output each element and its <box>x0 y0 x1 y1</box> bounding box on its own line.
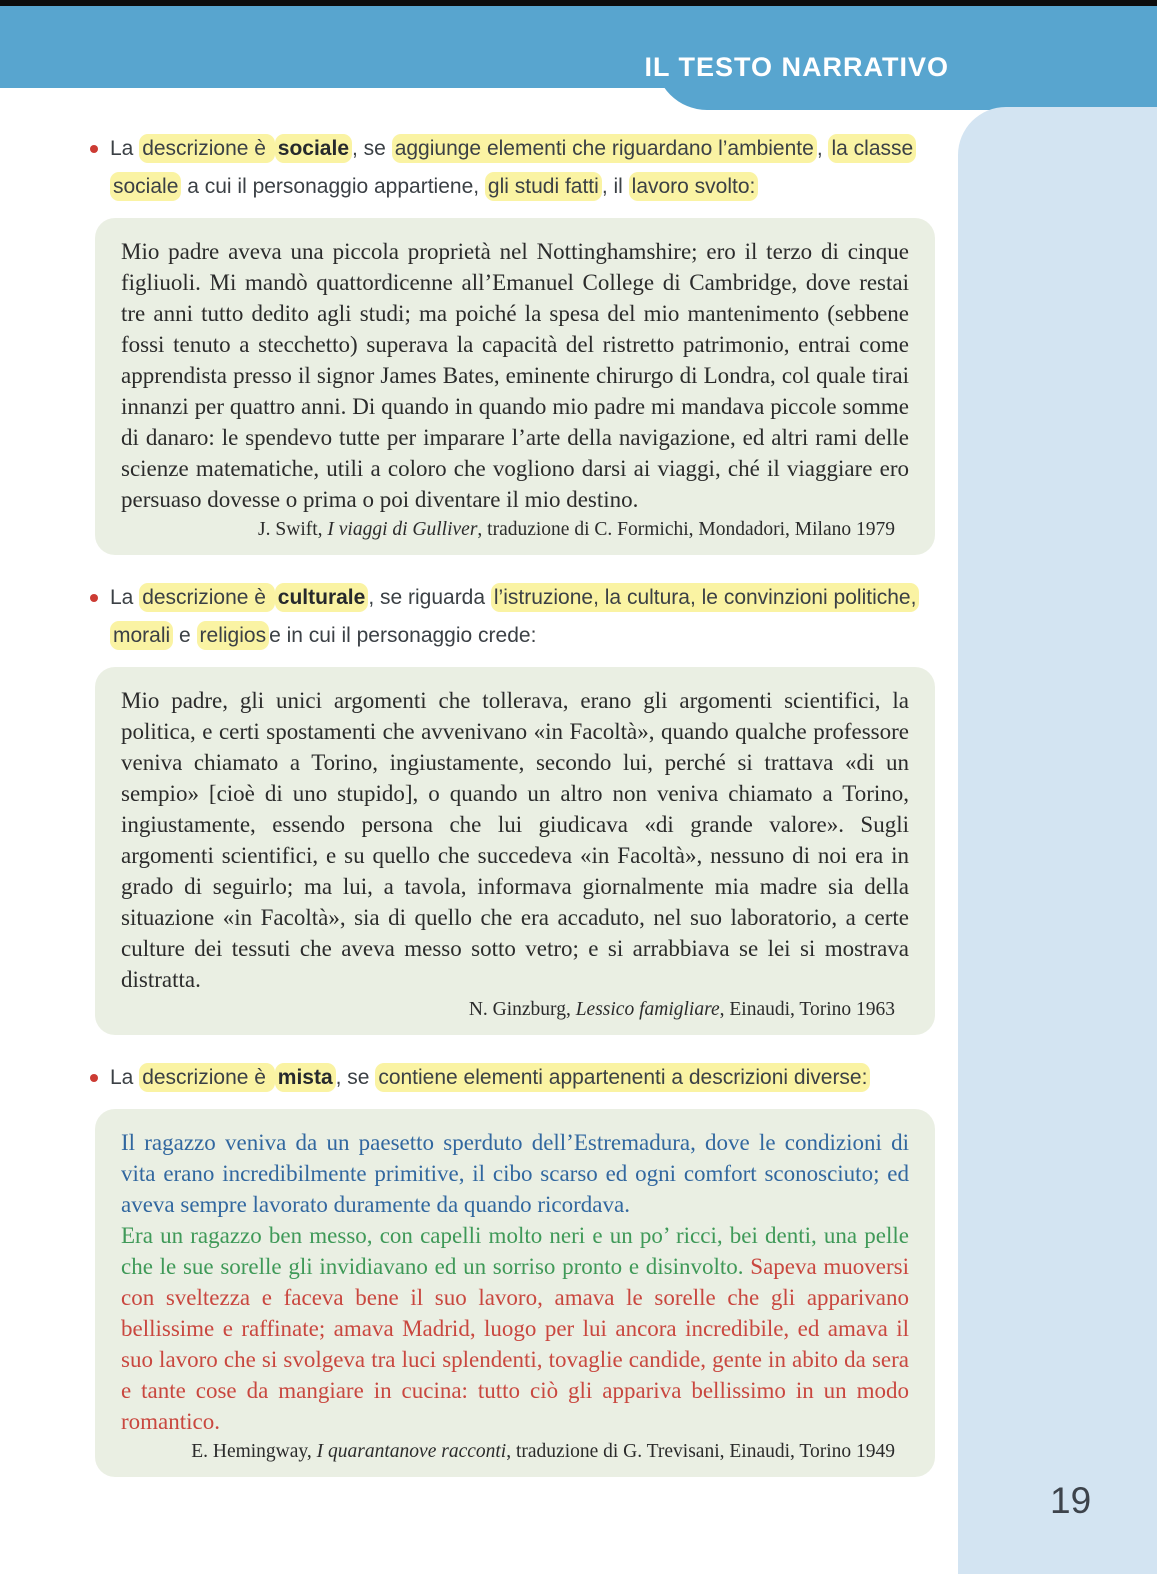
text-segment: religios <box>197 621 270 650</box>
text-segment: la classe sociale <box>110 134 916 201</box>
text-segment: , se <box>352 137 392 160</box>
text-segment: I viaggi di Gulliver <box>327 519 478 540</box>
text-segment: Lessico famigliare <box>575 999 720 1020</box>
bullet-item-culturale <box>90 579 932 655</box>
page-title: IL TESTO NARRATIVO <box>644 52 949 82</box>
quote-attribution <box>121 1439 895 1465</box>
bullet-text <box>110 130 932 206</box>
text-segment: aggiunge elementi che riguardano l’ambiente <box>392 134 817 163</box>
text-segment: l’istruzione, la cultura, le convinzioni politiche, morali <box>110 583 919 650</box>
text-segment: Sapeva muoversi con sveltezza e faceva bene il suo lavoro, amava le sorelle che gli apparivano bellissime e raffinate; amava Madrid, luogo per lui ancora incredibile, ed amava il suo lavoro che si svolgeva tra luci splendenti, tovaglie candide, gente in abito da sera e tante cose da mangiare in cucina: tutto ciò gli appariva bellissimo in un modo romantico. <box>121 1254 910 1434</box>
text-segment: culturale <box>275 583 369 612</box>
bullet-item-sociale <box>90 130 932 206</box>
text-segment: mista <box>275 1063 336 1092</box>
bullet-marker <box>90 145 98 153</box>
bullet-item-mista <box>90 1059 932 1097</box>
text-segment: La <box>110 1066 140 1089</box>
text-segment: Era un ragazzo ben messo, con capelli molto neri e un po’ ricci, bei denti, una pelle che le sue sorelle gli invidiavano ed un sorriso pronto e disinvolto. <box>121 1223 909 1279</box>
text-segment: Mio padre, gli unici argomenti che tollerava, erano gli argomenti scientifici, la politica, e certi spostamenti che avvenivano «in Facoltà», quando qualche professore veniva chiamato a Torino, ingiustamente, secondo lui, perché si trattava «di un sempio» [cioè di uno stupido], o quando un altro non veniva chiamato a Torino, ingiustamente, essendo persona che lui giudicava «di grande valore». Sugli argomenti scientifici, e su quello che succedeva «in Facoltà», nessuno di noi era in grado di seguirlo; ma lui, a tavola, informava giornalmente mia madre sia della situazione «in Facoltà», sia di quello che era accaduto, nel suo laboratorio, a certe culture dei tessuti che aveva messo sotto vetro; e si arrabbiava se lei si mostrava distratta. <box>121 688 909 992</box>
page-number: 19 <box>1050 1480 1092 1521</box>
quote-body <box>121 1127 909 1437</box>
quote-block-swift <box>95 218 935 555</box>
sidebar-panel <box>958 107 1157 1574</box>
text-segment: e in cui il personaggio crede: <box>269 624 537 647</box>
bullet-marker <box>90 1074 98 1082</box>
text-segment: sociale <box>275 134 352 163</box>
text-segment: descrizione è <box>139 1063 275 1092</box>
quote-body <box>121 685 909 995</box>
text-segment: Il ragazzo veniva da un paesetto sperduto dell’Estremadura, dove le condizioni di vita erano incredibilmente primitive, il cibo scarso ed ogni comfort sconosciuto; ed aveva sempre lavorato duramente da quando ricordava. <box>121 1130 909 1217</box>
text-segment: descrizione è <box>139 583 275 612</box>
text-segment: La <box>110 586 140 609</box>
text-segment: descrizione è <box>139 134 275 163</box>
quote-body <box>121 236 909 515</box>
text-segment: La <box>110 137 140 160</box>
bullet-text <box>110 1059 870 1097</box>
bullet-marker <box>90 594 98 602</box>
top-black-bar <box>0 0 1157 6</box>
header-title-tab <box>644 6 1157 110</box>
text-segment: , il <box>601 175 629 198</box>
quote-block-hemingway <box>95 1109 935 1477</box>
text-segment: a cui il personaggio appartiene, <box>181 175 485 198</box>
text-segment: J. Swift, <box>258 519 328 540</box>
text-segment: I quarantanove racconti <box>316 1441 507 1462</box>
text-segment: E. Hemingway, <box>191 1441 317 1462</box>
text-segment: , Einaudi, Torino 1963 <box>719 999 895 1020</box>
quote-attribution <box>121 997 895 1023</box>
text-segment: N. Ginzburg, <box>468 999 576 1020</box>
bullet-text <box>110 579 932 655</box>
text-segment: , se <box>335 1066 376 1089</box>
text-segment: Mio padre aveva una piccola proprietà nel Nottinghamshire; ero il terzo di cinque figliuoli. Mi mandò quattordicenne all’Emanuel College di Cambridge, dove restai tre anni tutto dedito agli studi; ma poiché la spesa del mio mantenimento (sebbene fossi tenuto a stecchetto) superava la capacità del ristretto patrimonio, entrai come apprendista presso il signor James Bates, eminente chirurgo di Londra, col quale tirai innanzi per quattro anni. Di quando in quando mio padre mi mandava piccole somme di danaro: le spendevo tutte per imparare l’arte della navigazione, ed altri rami delle scienze matematiche, utili a coloro che vogliono darsi ai viaggi, ché il viaggiare ero persuaso dovesse o prima o poi diventare il mio destino. <box>121 239 909 512</box>
quote-block-ginzburg <box>95 667 935 1035</box>
quote-attribution <box>121 517 895 543</box>
text-segment: , se riguarda <box>368 586 491 609</box>
text-segment: contiene elementi appartenenti a descrizioni diverse: <box>375 1063 870 1092</box>
text-segment: lavoro svolto: <box>629 172 759 201</box>
text-segment: gli studi fatti <box>485 172 602 201</box>
text-segment: , traduzione di C. Formichi, Mondadori, Milano 1979 <box>477 519 895 540</box>
text-segment: , traduzione di G. Trevisani, Einaudi, Torino 1949 <box>506 1441 895 1462</box>
text-segment: e <box>173 624 197 647</box>
text-segment: , <box>816 137 829 160</box>
